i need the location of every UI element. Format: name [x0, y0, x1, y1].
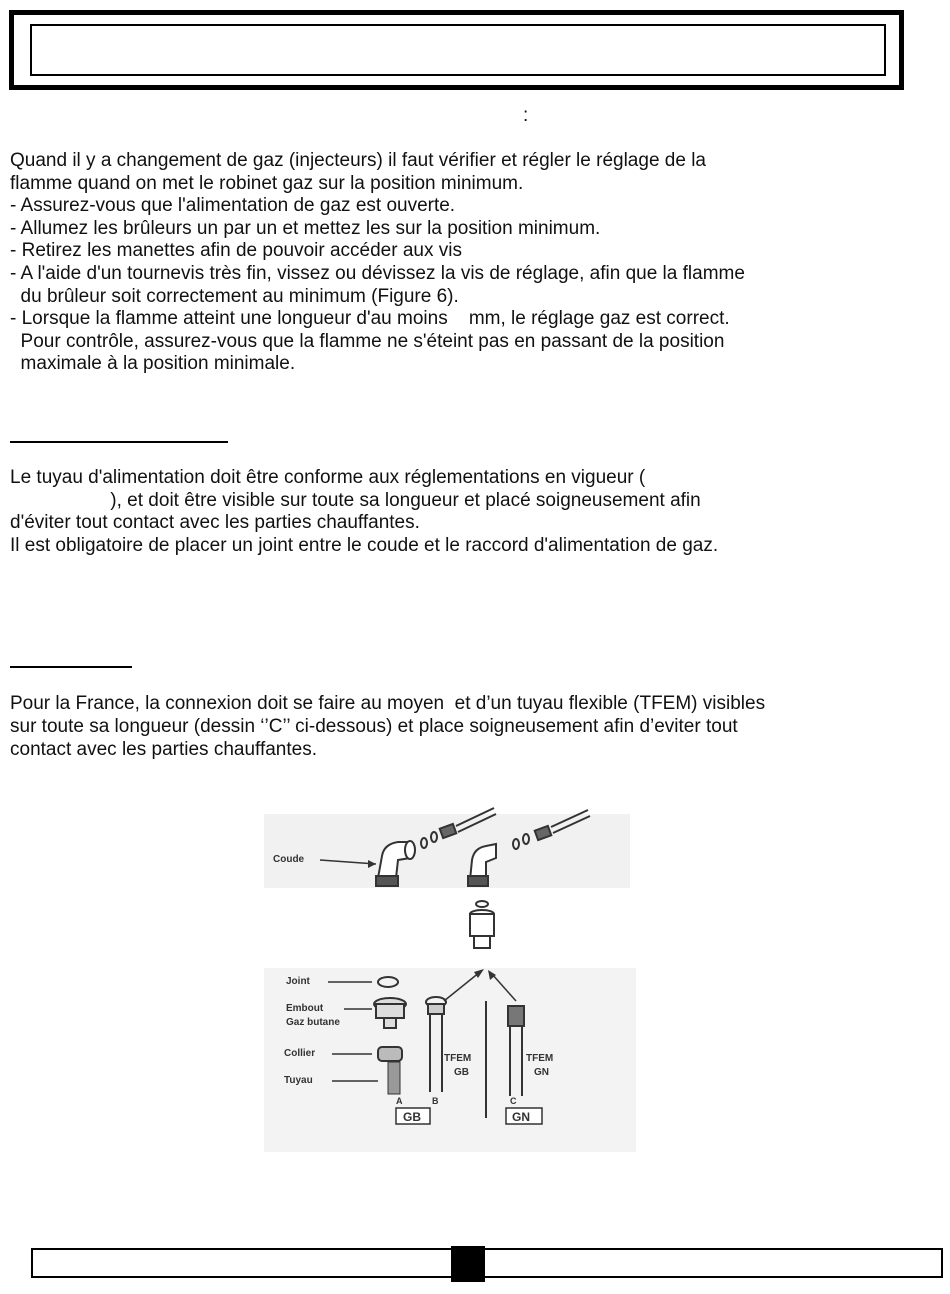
paragraph-line: contact avec les parties chauffantes. — [10, 739, 317, 760]
label-collier: Collier — [284, 1048, 316, 1059]
page-number-box — [451, 1246, 485, 1282]
gas-connection-figure — [258, 796, 643, 1166]
paragraph-line: Pour contrôle, assurez-vous que la flamme ne s'éteint pas en passant de la position — [10, 331, 725, 352]
paragraph-line: Il est obligatoire de placer un joint entre le coude et le raccord d'alimentation de gaz. — [10, 535, 719, 556]
label-box-gn: GN — [512, 1110, 530, 1124]
label-tuyau: Tuyau — [284, 1075, 313, 1086]
paragraph-line: - Allumez les brûleurs un par un et mettez les sur la position minimum. — [10, 218, 601, 239]
label-letter-a: A — [396, 1096, 403, 1106]
label-tfem-gn-2: GN — [534, 1067, 549, 1078]
paragraph-line: - Assurez-vous que l'alimentation de gaz est ouverte. — [10, 195, 456, 216]
label-tfem-gn-1: TFEM — [526, 1053, 554, 1064]
paragraph-line: - Lorsque la flamme atteint une longueur d'au moins mm, le réglage gaz est correct. — [10, 308, 730, 329]
label-tfem-gb-2: GB — [454, 1067, 469, 1078]
paragraph-line: flamme quand on met le robinet gaz sur la position minimum. — [10, 173, 524, 194]
hose-piece — [388, 1062, 400, 1094]
paragraph-line: - A l'aide d'un tournevis très fin, vissez ou dévissez la vis de réglage, afin que la flamme — [10, 263, 745, 284]
paragraph-line: Quand il y a changement de gaz (injecteurs) il faut vérifier et régler le réglage de la — [10, 150, 706, 171]
paragraph-line: d'éviter tout contact avec les parties chauffantes. — [10, 512, 420, 533]
hose-clamp — [378, 1047, 402, 1061]
paragraph-line: ), et doit être visible sur toute sa longueur et placé soigneusement afin — [10, 490, 701, 511]
label-tfem-gb-1: TFEM — [444, 1053, 472, 1064]
paragraph-line: Le tuyau d'alimentation doit être conforme aux réglementations en vigueur ( — [10, 467, 646, 488]
section-heading-underline — [10, 666, 132, 668]
adapter-fitting — [470, 901, 494, 948]
label-embout-2: Gaz butane — [286, 1017, 340, 1028]
footer-bar — [31, 1248, 943, 1278]
header-frame — [9, 10, 904, 90]
header-colon: : — [523, 105, 529, 126]
label-box-gb: GB — [403, 1110, 421, 1124]
label-joint: Joint — [286, 976, 310, 987]
header-title-box — [30, 24, 886, 76]
label-letter-b: B — [432, 1096, 439, 1106]
section-heading-underline — [10, 441, 228, 443]
paragraph-line: sur toute sa longueur (dessin ‘’C’’ ci-dessous) et place soigneusement afin d’eviter tout — [10, 716, 738, 737]
label-coude: Coude — [273, 854, 305, 865]
label-embout-1: Embout — [286, 1003, 324, 1014]
paragraph-line: du brûleur soit correctement au minimum (Figure 6). — [10, 286, 459, 307]
paragraph-line: Pour la France, la connexion doit se faire au moyen et d’un tuyau flexible (TFEM) visibles — [10, 693, 766, 714]
paragraph-line: - Retirez les manettes afin de pouvoir accéder aux vis — [10, 240, 462, 261]
paragraph-line: maximale à la position minimale. — [10, 353, 296, 374]
label-letter-c: C — [510, 1096, 517, 1106]
